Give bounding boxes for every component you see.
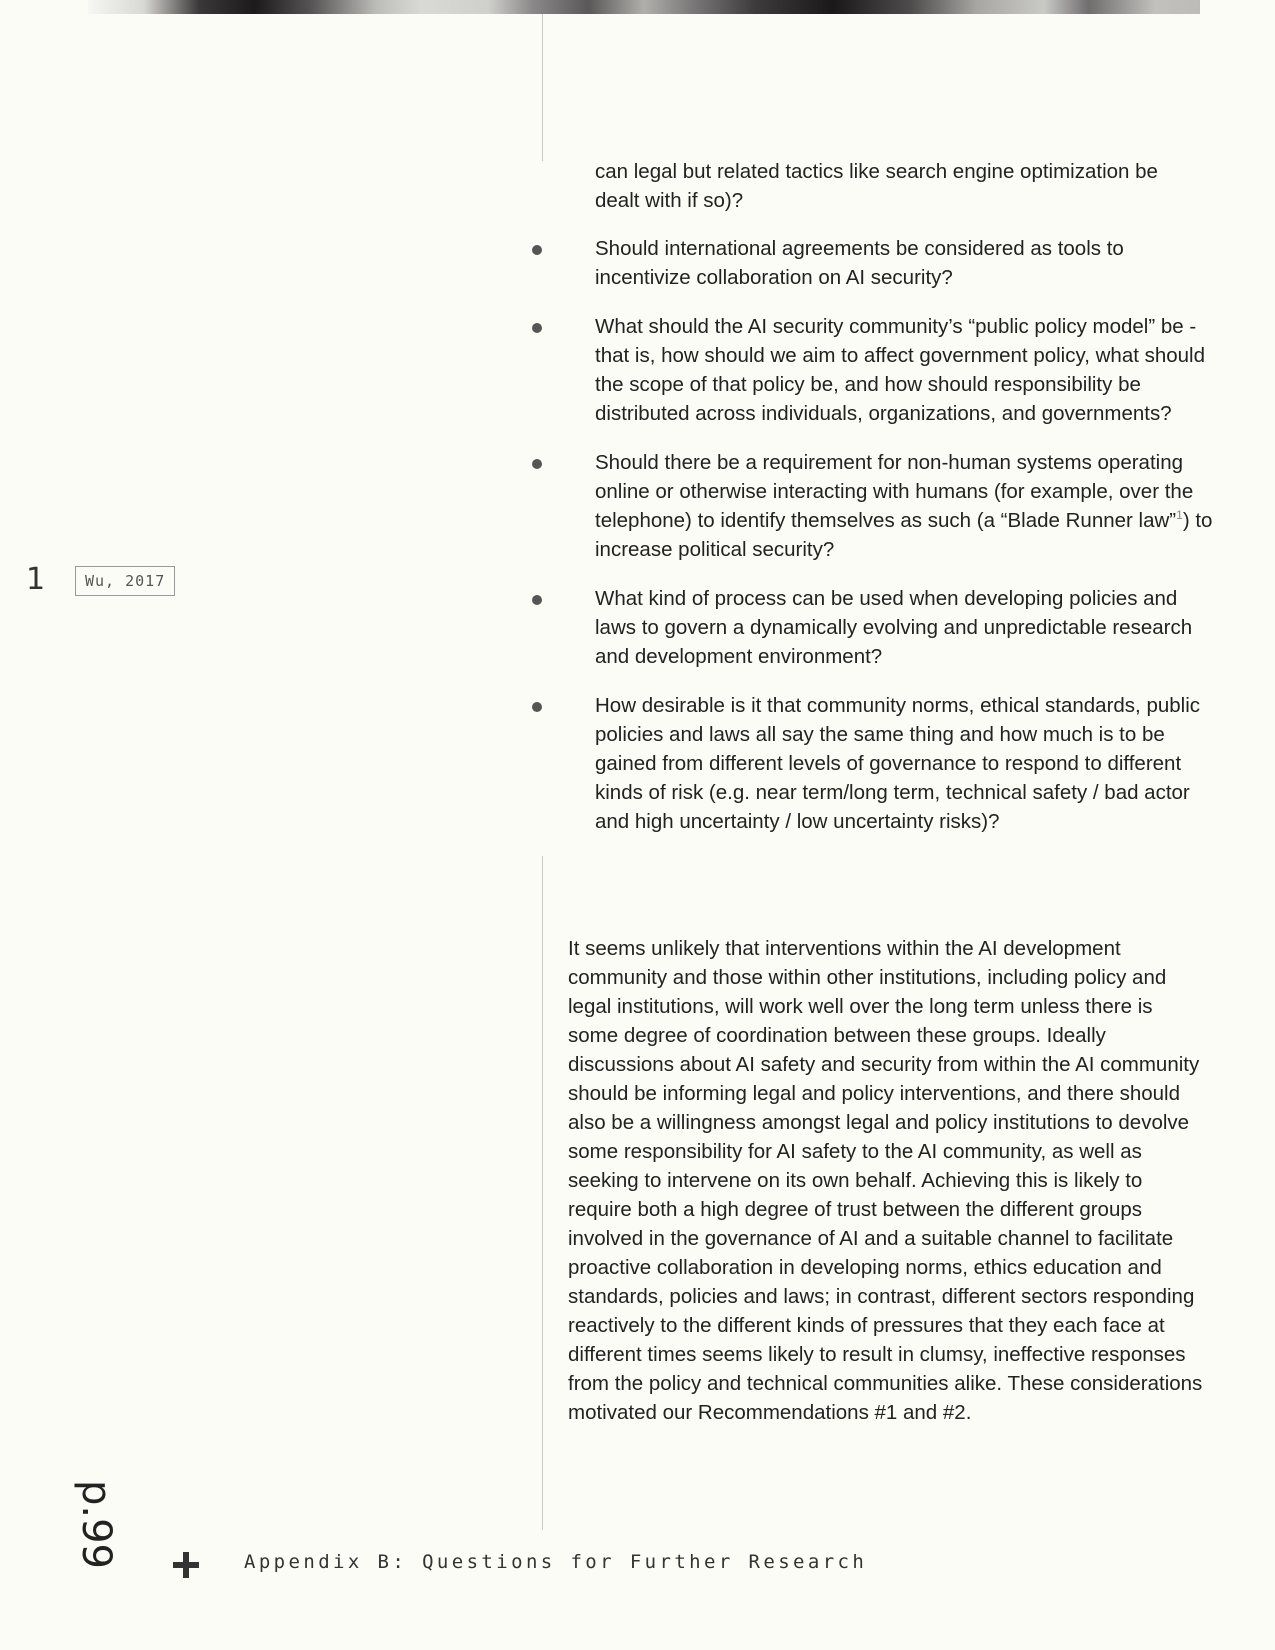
list-item-text: What kind of process can be used when developing policies and laws to govern a dynamically evolving and unpredictable research and development environment? (595, 587, 1193, 668)
list-item (520, 691, 1220, 836)
column-divider-bottom (542, 856, 543, 1530)
page-number: p.99 (73, 1480, 119, 1570)
research-questions-list (520, 234, 1220, 856)
list-item (520, 312, 1220, 428)
continuation-text: can legal but related tactics like search engine optimization be dealt with if so)? (595, 160, 1158, 212)
list-item-text-after: ) to increase political security? (595, 509, 1213, 561)
list-item (520, 584, 1220, 671)
list-item-text: How desirable is it that community norms, ethical standards, public policies and laws all say the same thing and how much is to be gained from different levels of governance to respond to different kinds of risk (e.g. near term/long term, technical safety / bad actor and high uncertainty / low uncertainty risks)? (595, 694, 1201, 833)
sidenote-citation: Wu, 2017 (75, 566, 175, 596)
bullet-icon (532, 459, 542, 469)
column-divider-top (542, 14, 543, 161)
bullet-icon (532, 323, 542, 333)
sidenote-number: 1 (26, 562, 46, 597)
bullet-icon (532, 702, 542, 712)
plus-icon (173, 1552, 199, 1578)
bullet-icon (532, 595, 542, 605)
list-item-text: Should international agreements be considered as tools to incentivize collaboration on AI security? (595, 237, 1124, 289)
bullet-icon (532, 245, 542, 255)
footer-section-title: Appendix B: Questions for Further Research (244, 1551, 868, 1573)
list-item (520, 234, 1220, 292)
body-paragraph: It seems unlikely that interventions within the AI development community and those within other institutions, including policy and legal institutions, will work well over the long term unless there is some degree of coordination between these groups. Ideally discussions about AI safety and security from within the AI community should be informing legal and policy interventions, and there should also be a willingness amongst legal and policy institutions to devolve some responsibility for AI safety to the AI community, as well as seeking to intervene on its own behalf. Achieving this is likely to require both a high degree of trust between the different groups involved in the governance of AI and a suitable channel to facilitate proactive collaboration in developing norms, ethics education and standards, policies and laws; in contrast, different sectors responding reactively to the different kinds of pressures that they each face at different times seems likely to result in clumsy, ineffective responses from the policy and technical communities alike. These considerations motivated our Recommendations #1 and #2. (568, 937, 1203, 1424)
list-item (520, 448, 1220, 564)
footnote-reference[interactable]: 1 (1176, 508, 1183, 523)
list-item-text-before: Should there be a requirement for non-human systems operating online or otherwise interacting with humans (for example, over the telephone) to identify themselves as such (a “Blade Runner law” (595, 451, 1194, 532)
list-item-text: What should the AI security community’s “public policy model” be - that is, how should we aim to affect government policy, what should the scope of that policy be, and how should responsibility be distributed across individuals, organizations, and governments? (595, 315, 1206, 425)
header-gradient-bar (88, 0, 1200, 14)
